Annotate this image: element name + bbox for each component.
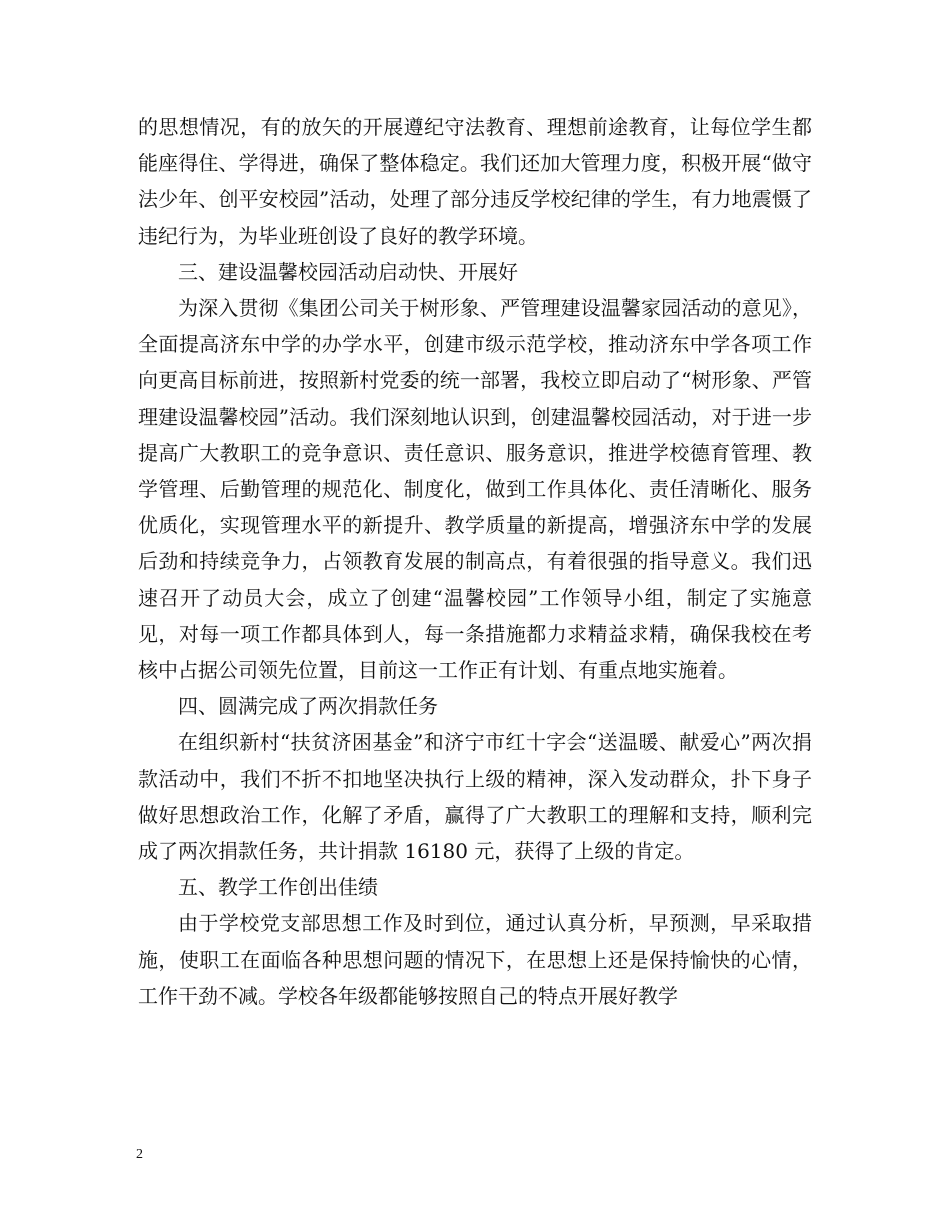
page-number: 2: [136, 1147, 143, 1162]
document-body: [138, 109, 812, 1014]
section-paragraph-5: 由于学校党支部思想工作及时到位，通过认真分析，早预测，早采取措施，使职工在面临各种思想问题的情况下，在思想上还是保持愉快的心情，工作干劲不减。学校各年级都能够按照自己的特点开展好教学: [138, 911, 812, 1008]
section-heading-3: 三、建设温馨校园活动启动快、开展好: [178, 259, 518, 284]
section-heading-5: 五、教学工作创出佳绩: [178, 875, 378, 900]
section-paragraph-4: 在组织新村“扶贫济困基金”和济宁市红十字会“送温暖、献爱心”两次捐款活动中，我们不折不扣地坚决执行上级的精神，深入发动群众，扑下身子做好思想政治工作，化解了矛盾，赢得了广大教职工的理解和支持，顺利完成了两次捐款任务，共计捐款 16180 元，获得了上级的肯定。: [138, 730, 812, 864]
section-paragraph-3: 为深入贯彻《集团公司关于树形象、严管理建设温馨家园活动的意见》，全面提高济东中学的办学水平，创建市级示范学校，推动济东中学各项工作向更高目标前进，按照新村党委的统一部署，我校立即启动了“树形象、严管理建设温馨校园”活动。我们深刻地认识到，创建温馨校园活动，对于进一步提高广大教职工的竞争意识、责任意识、服务意识，推进学校德育管理、教学管理、后勤管理的规范化、制度化，做到工作具体化、责任清晰化、服务优质化，实现管理水平的新提升、教学质量的新提高，增强济东中学的发展后劲和持续竞争力，占领教育发展的制高点，有着很强的指导意义。我们迅速召开了动员大会，成立了创建“温馨校园”工作领导小组，制定了实施意见，对每一项工作都具体到人，每一条措施都力求精益求精，确保我校在考核中占据公司领先位置，目前这一工作正有计划、有重点地实施着。: [138, 296, 812, 683]
section-heading-4: 四、圆满完成了两次捐款任务: [178, 694, 438, 719]
continued-paragraph: 的思想情况，有的放矢的开展遵纪守法教育、理想前途教育，让每位学生都能座得住、学得进，确保了整体稳定。我们还加大管理力度，积极开展“做守法少年、创平安校园”活动，处理了部分违反学校纪律的学生，有力地震慑了违纪行为，为毕业班创设了良好的教学环境。: [138, 115, 812, 248]
